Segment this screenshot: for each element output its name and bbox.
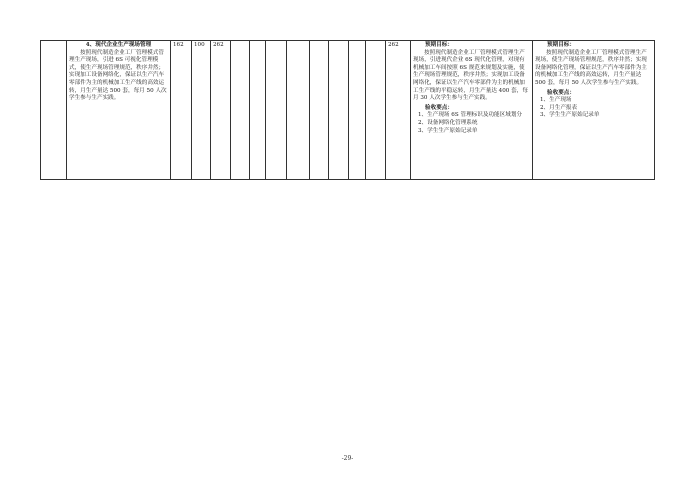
project-table bbox=[40, 40, 655, 180]
value-cell-1: 162 bbox=[171, 41, 192, 180]
value-cell-3: 262 bbox=[211, 41, 231, 180]
total-cell: 262 bbox=[386, 41, 411, 180]
page-number: -29- bbox=[341, 455, 354, 462]
project-title: 4、现代企业生产现场管理 bbox=[85, 42, 152, 48]
project-description: 按照现代制造企业工厂管理模式管理生产现场，引进 6S 可视化管理模式，使生产现场管理规范，秩序井然；实现加工设备网络化，保证以生产汽车零部件为主的机械加工生产线的高效运转，月生产量达 500 套，每月 50 人次学生参与生产实践。 bbox=[69, 49, 167, 102]
mid-term-cell bbox=[411, 41, 533, 180]
list-item: 3、学生生产原始记录单 bbox=[540, 112, 600, 119]
final-term-cell bbox=[533, 41, 655, 180]
right-goal-heading: 预期目标： bbox=[547, 42, 575, 48]
empty-cell bbox=[366, 41, 386, 180]
empty-cell bbox=[231, 41, 250, 180]
table-row bbox=[41, 41, 655, 180]
mid-goal-heading: 预期目标： bbox=[425, 42, 453, 48]
list-item: 2、月生产报表 bbox=[540, 104, 578, 111]
list-item: 1、生产现场 bbox=[540, 97, 572, 104]
empty-cell bbox=[310, 41, 329, 180]
empty-cell bbox=[41, 41, 67, 180]
list-item: 1、生产现场 6S 管理标识及功能区域划分 bbox=[418, 112, 523, 119]
project-cell bbox=[67, 41, 171, 180]
mid-check-heading: 验收要点： bbox=[425, 104, 453, 111]
value-cell-2: 100 bbox=[192, 41, 211, 180]
empty-cell bbox=[329, 41, 349, 180]
right-check-heading: 验收要点： bbox=[547, 89, 575, 96]
empty-cell bbox=[266, 41, 287, 180]
empty-cell bbox=[349, 41, 366, 180]
empty-cell bbox=[287, 41, 310, 180]
right-goal-text: 按照现代制造企业工厂管理模式管理生产现场，使生产现场管理规范，秩序井然；实现设备网络化管理，保证以生产汽车零部件为主的机械加工生产线的高效运转，月生产量达 500 套，每月 50 人次学生参与生产实践。 bbox=[535, 49, 647, 86]
empty-cell bbox=[250, 41, 266, 180]
mid-goal-text: 按照现代制造企业工厂管理模式管理生产现场，引进现代企业 6S 现代化管理，对现有机械加工车间按照 6S 规范来规划及实施，使生产现场管理规范，秩序井然；实现加工设备网络化，保证以生产汽车零部件为主的机械加工生产线的平稳运转，月生产量达 400 套，每月 30 人次学生参与生产实践。 bbox=[413, 49, 528, 102]
list-item: 2、设备网络化管理系统 bbox=[418, 119, 478, 126]
list-item: 3、学生生产原始记录单 bbox=[418, 127, 478, 134]
